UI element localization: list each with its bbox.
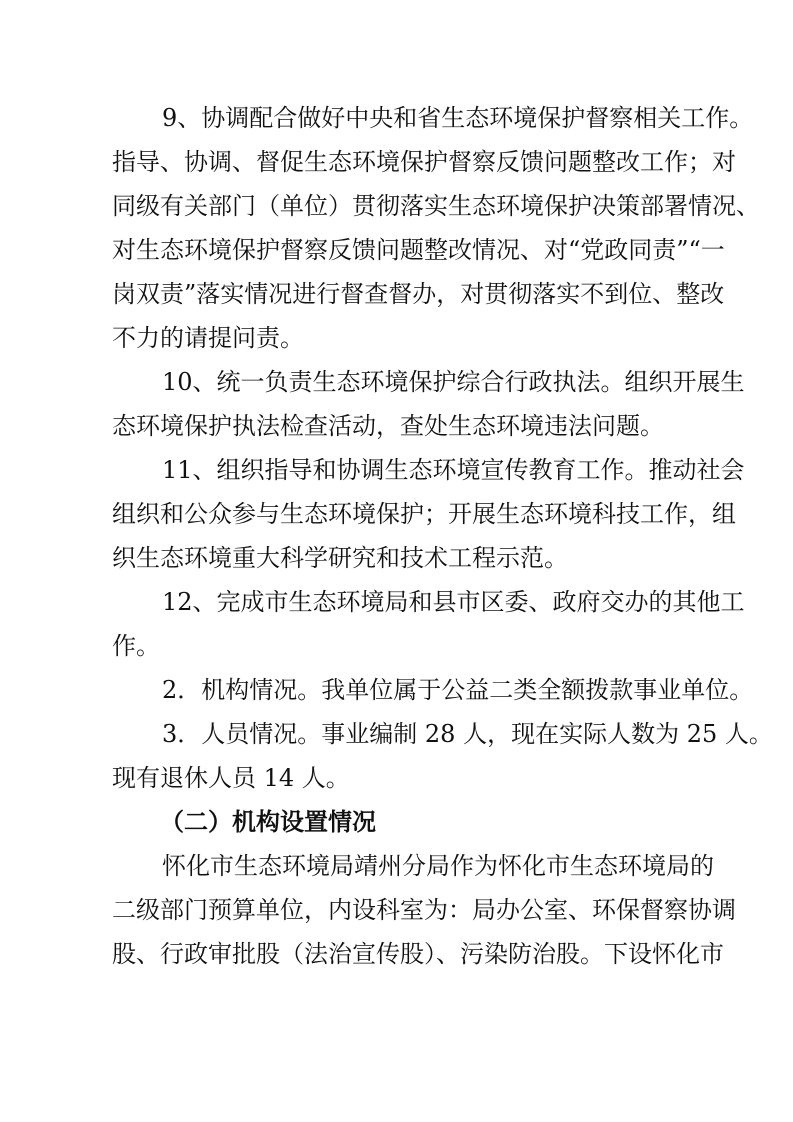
text-line: 12、完成市生态环境局和县市区委、政府交办的其他工 <box>162 588 745 616</box>
text-line: 岗双责”落实情况进行督查督办，对贯彻落实不到位、整改 <box>112 280 725 308</box>
text-line: 态环境保护执法检查活动，查处生态环境违法问题。 <box>112 412 664 440</box>
text-line: 9、协调配合做好中央和省生态环境保护督察相关工作。 <box>162 104 754 132</box>
section-heading: （二）机构设置情况 <box>160 807 376 836</box>
text-line: 11、组织指导和协调生态环境宣传教育工作。推动社会 <box>162 456 745 484</box>
text-line: 织生态环境重大科学研究和技术工程示范。 <box>112 544 568 572</box>
text-line: 二级部门预算单位，内设科室为：局办公室、环保督察协调 <box>112 896 736 924</box>
text-line: 股、行政审批股（法治宣传股）、污染防治股。下设怀化市 <box>112 940 724 968</box>
text-line: 对生态环境保护督察反馈问题整改情况、对“党政同责”“一 <box>112 236 725 264</box>
text-line: 10、统一负责生态环境保护综合行政执法。组织开展生 <box>162 368 745 396</box>
text-line: 3．人员情况。事业编制 28 人，现在实际人数为 25 人。 <box>162 720 773 748</box>
text-line: 组织和公众参与生态环境保护；开展生态环境科技工作，组 <box>112 500 736 528</box>
text-line: 怀化市生态环境局靖州分局作为怀化市生态环境局的 <box>162 852 714 880</box>
text-line: 作。 <box>112 632 160 660</box>
text-line: 2．机构情况。我单位属于公益二类全额拨款事业单位。 <box>162 676 754 704</box>
text-line: 现有退休人员 14 人。 <box>112 764 350 792</box>
text-line: 指导、协调、督促生态环境保护督察反馈问题整改工作；对 <box>112 148 736 176</box>
text-line: 同级有关部门（单位）贯彻落实生态环境保护决策部署情况、 <box>112 192 760 220</box>
text-line: 不力的请提问责。 <box>112 324 304 352</box>
